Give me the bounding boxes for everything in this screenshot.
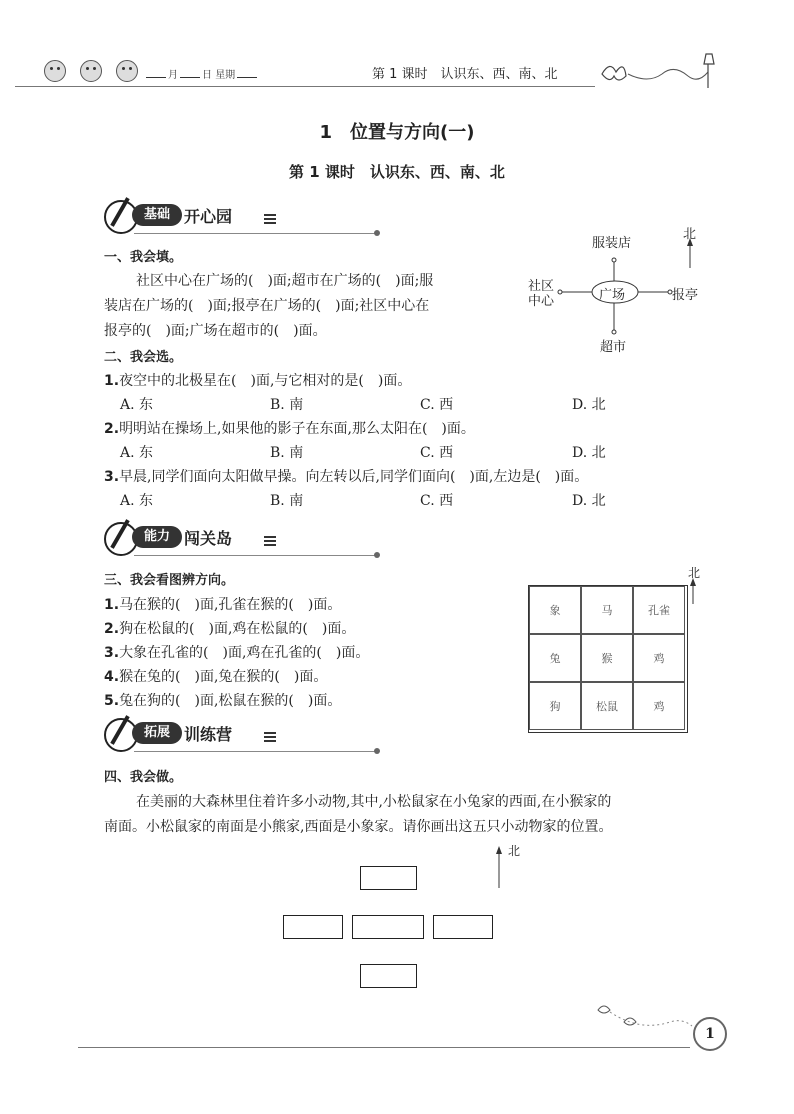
page-number: 1 (693, 1017, 727, 1051)
answer-box-east[interactable] (433, 915, 493, 939)
choice-option[interactable]: D. 北 (572, 493, 606, 509)
header-lesson: 第 1 课时 认识东、西、南、北 (372, 67, 558, 82)
question-number: 1. (104, 373, 120, 389)
choice-option[interactable]: B. 南 (270, 445, 304, 461)
question-line (104, 642, 369, 662)
banner-title: 训练营 (184, 725, 233, 744)
section-banner-basic (104, 200, 380, 234)
banner-rule (134, 555, 376, 556)
choice-option[interactable]: A. 东 (120, 493, 154, 509)
date-week-label: 星期 (215, 70, 236, 81)
question-text: 狗在松鼠的( )面,鸡在松鼠的( )面。 (119, 621, 356, 637)
section-banner-extension (104, 718, 380, 752)
grid-cell-peacock: 孔雀 (633, 586, 685, 634)
north-arrow-icon (492, 844, 506, 890)
smiley-icon (44, 60, 66, 82)
stripe-icon (264, 214, 276, 224)
north-label: 北 (508, 844, 521, 858)
diagram-center-label: 广场 (599, 288, 626, 303)
question-line (104, 466, 588, 486)
banner-title: 开心园 (184, 207, 233, 226)
question-line (104, 690, 341, 710)
animal-grid (528, 585, 688, 733)
banner-title: 闯关岛 (184, 529, 233, 548)
fill-text-line: 社区中心在广场的( )面;超市在广场的( )面;服 (136, 273, 434, 289)
north-label: 北 (688, 566, 701, 580)
dot-icon (374, 748, 380, 754)
question-number: 2. (104, 621, 120, 637)
stripe-icon (264, 732, 276, 742)
task-text-line: 南面。小松鼠家的南面是小熊家,西面是小象家。请你画出这五只小动物家的位置。 (104, 819, 613, 835)
answer-box-west[interactable] (283, 915, 343, 939)
grid-cell-rabbit: 兔 (529, 634, 581, 682)
question-text: 明明站在操场上,如果他的影子在东面,那么太阳在( )面。 (119, 421, 475, 437)
page-header (0, 0, 794, 100)
grid-cell-dog: 狗 (529, 682, 581, 730)
question-text: 兔在狗的( )面,松鼠在猴的( )面。 (119, 693, 342, 709)
section-heading: 四、我会做。 (104, 770, 183, 785)
question-line (104, 418, 475, 438)
fill-text-line: 装店在广场的( )面;报亭在广场的( )面;社区中心在 (104, 298, 430, 314)
section-heading: 一、我会填。 (104, 250, 183, 265)
fill-text-line: 报亭的( )面;广场在超市的( )面。 (104, 323, 327, 339)
banner-rule (134, 751, 376, 752)
choice-option[interactable]: D. 北 (572, 445, 606, 461)
section-banner-ability (104, 522, 380, 556)
question-number: 5. (104, 693, 120, 709)
question-line (104, 666, 327, 686)
dot-icon (374, 230, 380, 236)
answer-box-south[interactable] (360, 964, 417, 988)
grid-cell-chicken: 鸡 (633, 634, 685, 682)
question-text: 马在猴的( )面,孔雀在猴的( )面。 (119, 597, 342, 613)
date-day-label: 日 (202, 70, 212, 81)
choice-option[interactable]: B. 南 (270, 397, 304, 413)
choice-option[interactable]: D. 北 (572, 397, 606, 413)
section-heading: 三、我会看图辨方向。 (104, 573, 235, 588)
question-text: 猴在兔的( )面,兔在猴的( )面。 (119, 669, 328, 685)
butterfly-lamp-decoration-icon (598, 48, 728, 92)
choice-option[interactable]: C. 西 (420, 445, 454, 461)
smiley-icon (80, 60, 102, 82)
choice-option[interactable]: A. 东 (120, 397, 154, 413)
section-heading: 二、我会选。 (104, 350, 183, 365)
smiley-icon (116, 60, 138, 82)
choice-option[interactable]: B. 南 (270, 493, 304, 509)
footer-decoration-icon (590, 1000, 694, 1030)
dot-icon (374, 552, 380, 558)
grid-cell-elephant: 象 (529, 586, 581, 634)
header-rule (15, 86, 595, 87)
date-month-label: 月 (168, 70, 178, 81)
choice-option[interactable]: C. 西 (420, 397, 454, 413)
banner-pill: 能力 (132, 526, 182, 548)
question-text: 大象在孔雀的( )面,鸡在孔雀的( )面。 (119, 645, 370, 661)
choice-option[interactable]: A. 东 (120, 445, 154, 461)
question-text: 夜空中的北极星在( )面,与它相对的是( )面。 (119, 373, 412, 389)
page-title: 1 位置与方向(一) (319, 122, 475, 143)
choice-option[interactable]: C. 西 (420, 493, 454, 509)
footer-rule (78, 1047, 690, 1048)
banner-rule (134, 233, 376, 234)
diagram-bottom-label: 超市 (600, 340, 627, 355)
answer-box-north[interactable] (360, 866, 417, 890)
diagram-left-label: 中心 (528, 294, 555, 309)
page-subtitle: 第 1 课时 认识东、西、南、北 (289, 163, 505, 181)
question-line (104, 370, 411, 390)
question-line (104, 618, 355, 638)
grid-cell-squirrel: 松鼠 (581, 682, 633, 730)
question-text: 早晨,同学们面向太阳做早操。向左转以后,同学们面向( )面,左边是( )面。 (119, 469, 589, 485)
question-number: 4. (104, 669, 120, 685)
grid-cell-rooster: 鸡 (633, 682, 685, 730)
diagram-top-label: 服装店 (592, 236, 632, 251)
diagram-right-label: 报亭 (672, 288, 699, 303)
question-number: 3. (104, 469, 120, 485)
question-line (104, 594, 341, 614)
banner-pill: 基础 (132, 204, 182, 226)
question-number: 2. (104, 421, 120, 437)
banner-pill: 拓展 (132, 722, 182, 744)
date-line (144, 66, 259, 81)
task-text-line: 在美丽的大森林里住着许多小动物,其中,小松鼠家在小兔家的西面,在小猴家的 (136, 794, 612, 810)
answer-box-center[interactable] (352, 915, 424, 939)
grid-cell-monkey: 猴 (581, 634, 633, 682)
grid-cell-horse: 马 (581, 586, 633, 634)
north-label: 北 (683, 227, 697, 242)
question-number: 3. (104, 645, 120, 661)
question-number: 1. (104, 597, 120, 613)
stripe-icon (264, 536, 276, 546)
diagram-left-label: 社区 (528, 279, 555, 294)
